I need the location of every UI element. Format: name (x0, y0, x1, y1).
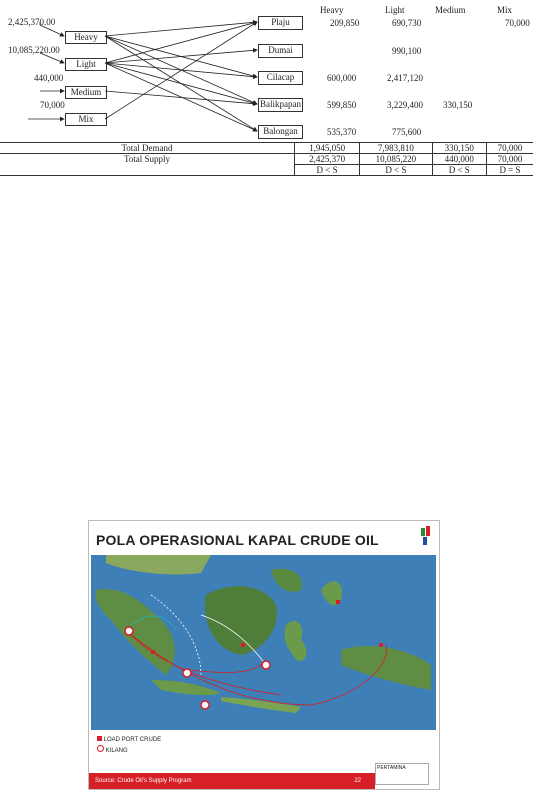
arrow-light-balongan (105, 63, 257, 131)
total-supply-light: 10,085,220 (360, 154, 432, 165)
loadport-marker-icon (379, 643, 383, 647)
source-light: Light (65, 58, 107, 71)
total-supply-medium: 440,000 (432, 154, 486, 165)
refinery-legend-icon (97, 745, 104, 752)
cell-cilacap-heavy: 600,000 (327, 73, 357, 83)
cmp-medium: D < S (432, 165, 486, 176)
cell-cilacap-light: 2,417,120 (387, 73, 423, 83)
page-number: 22 (354, 778, 361, 784)
total-demand-label: Total Demand (0, 143, 295, 154)
footer-logo: PERTAMINA (375, 763, 429, 785)
pertamina-logo-icon (421, 526, 433, 546)
total-demand-mix: 70,000 (486, 143, 533, 154)
total-supply-heavy: 2,425,370 (295, 154, 360, 165)
cell-plaju-mix: 70,000 (505, 18, 530, 28)
supply-light: 10,085,220.00 (8, 45, 60, 55)
cell-balongan-light: 775,600 (392, 127, 422, 137)
arrow-supply-heavy (40, 25, 64, 36)
loadport-marker-icon (241, 643, 245, 647)
map-slide (88, 520, 440, 790)
refinery-marker-icon (125, 627, 133, 635)
cmp-light: D < S (360, 165, 432, 176)
legend-refinery: KILANG (97, 745, 128, 754)
cell-balikpapan-medium: 330,150 (443, 100, 473, 110)
loadport-legend-icon (97, 736, 102, 741)
total-demand-medium: 330,150 (432, 143, 486, 154)
map-footer: Source: Crude Oil's Supply Program 22 (89, 773, 375, 789)
cell-balongan-heavy: 535,370 (327, 127, 357, 137)
dest-plaju: Plaju (258, 16, 303, 30)
arrow-light-cilacap (105, 63, 257, 77)
cell-plaju-light: 690,730 (392, 18, 422, 28)
cmp-mix: D = S (486, 165, 533, 176)
source-medium: Medium (65, 86, 107, 99)
total-supply-label: Total Supply (0, 154, 295, 176)
supply-medium: 440,000 (34, 73, 64, 83)
total-demand-light: 7,983,810 (360, 143, 432, 154)
totals-table (0, 142, 533, 176)
map-title: POLA OPERASIONAL KAPAL CRUDE OIL (96, 532, 379, 548)
loadport-marker-icon (336, 600, 340, 604)
cell-balikpapan-light: 3,229,400 (387, 100, 423, 110)
refinery-marker-icon (262, 661, 270, 669)
total-supply-mix: 70,000 (486, 154, 533, 165)
refinery-marker-icon (201, 701, 209, 709)
arrow-supply-light (40, 53, 64, 63)
col-light: Light (385, 5, 405, 15)
flow-arrows (0, 0, 533, 145)
dest-dumai: Dumai (258, 44, 303, 58)
total-demand-row (0, 143, 533, 154)
supply-heavy: 2,425,370.00 (8, 17, 56, 27)
cell-balikpapan-heavy: 599,850 (327, 100, 357, 110)
loadport-marker-icon (151, 650, 155, 654)
cell-plaju-heavy: 209,850 (330, 18, 360, 28)
total-supply-row (0, 154, 533, 165)
dest-balongan: Balongan (258, 125, 303, 139)
arrow-heavy-plaju (105, 22, 257, 36)
cell-dumai-light: 990,100 (392, 46, 422, 56)
dest-cilacap: Cilacap (258, 71, 303, 85)
cmp-heavy: D < S (295, 165, 360, 176)
total-demand-heavy: 1,945,050 (295, 143, 360, 154)
refinery-marker-icon (183, 669, 191, 677)
source-heavy: Heavy (65, 31, 107, 44)
indonesia-map (91, 555, 436, 730)
source-mix: Mix (65, 113, 107, 126)
col-mix: Mix (497, 5, 513, 15)
col-medium: Medium (435, 5, 466, 15)
dest-balikpapan: Balikpapan (258, 98, 303, 112)
supply-mix: 70,000 (40, 100, 65, 110)
legend-route: LOAD PORT CRUDE (97, 736, 161, 743)
col-heavy: Heavy (320, 5, 344, 15)
